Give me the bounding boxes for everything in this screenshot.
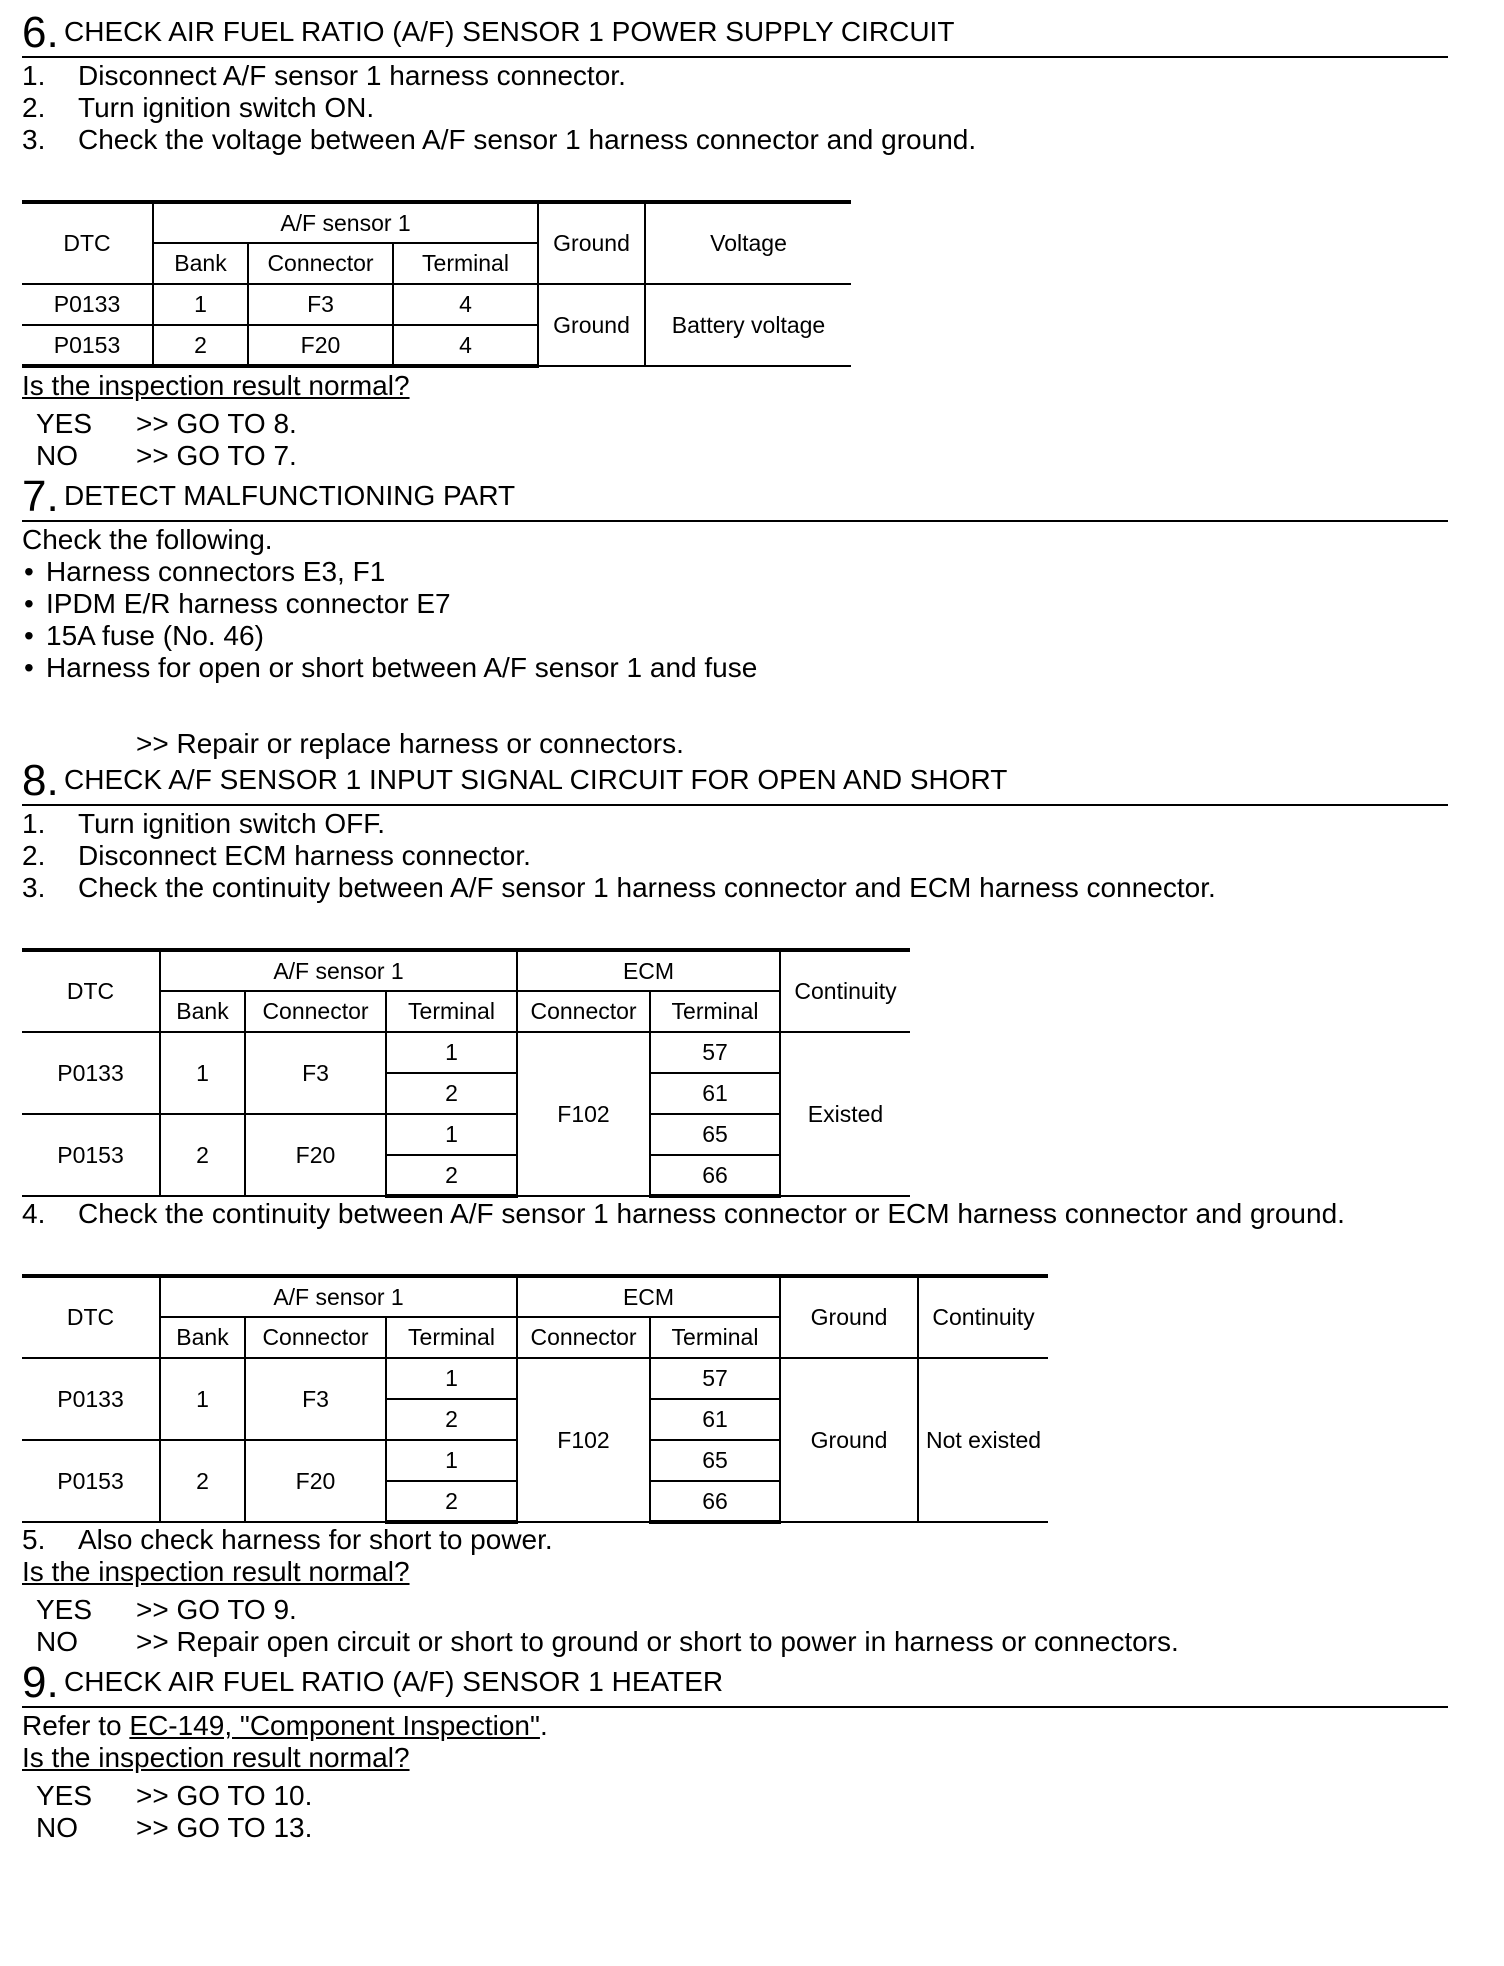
header-continuity: Continuity xyxy=(780,950,910,1032)
step-title: DETECT MALFUNCTIONING PART xyxy=(64,480,516,511)
table-row: 2 61 xyxy=(22,1073,910,1114)
header-bank: Bank xyxy=(153,243,248,284)
header-ecm-terminal: Terminal xyxy=(650,1317,780,1358)
header-sensor: A/F sensor 1 xyxy=(153,202,538,243)
header-connector: Connector xyxy=(245,991,386,1032)
table-row: P0133 1 F3 4 Ground Battery voltage xyxy=(22,284,851,325)
header-bank: Bank xyxy=(160,991,245,1032)
step-7-checklist xyxy=(22,556,1448,684)
header-ecm-terminal: Terminal xyxy=(650,991,780,1032)
header-ecm-connector: Connector xyxy=(517,1317,650,1358)
header-terminal: Terminal xyxy=(386,1317,517,1358)
step-7-intro: Check the following. xyxy=(22,524,273,555)
step-7-action: >> Repair or replace harness or connectors. xyxy=(136,728,684,759)
list-item: 2. Turn ignition switch ON. xyxy=(22,92,375,123)
header-sensor: A/F sensor 1 xyxy=(160,950,517,991)
step-6-header xyxy=(22,0,1448,58)
step-8-item-5 xyxy=(22,1524,1448,1556)
list-item: 2. Disconnect ECM harness connector. xyxy=(22,840,531,871)
list-item: 1. Turn ignition switch OFF. xyxy=(22,808,386,839)
step-title: CHECK AIR FUEL RATIO (A/F) SENSOR 1 HEATER xyxy=(64,1666,724,1697)
header-terminal: Terminal xyxy=(393,243,538,284)
continuity-table-ground xyxy=(22,1274,1048,1524)
answer-yes: YES >> GO TO 9. xyxy=(36,1594,297,1625)
table-row: 2 61 xyxy=(22,1399,1048,1440)
list-item: 4. Check the continuity between A/F sensor 1 harness connector or ECM harness connector and ground. xyxy=(22,1198,1345,1229)
list-item: 3. Check the continuity between A/F sensor 1 harness connector and ECM harness connector. xyxy=(22,872,1216,903)
step-6-instructions xyxy=(22,60,1448,156)
list-item: • Harness connectors E3, F1 xyxy=(22,556,1448,588)
list-item: • IPDM E/R harness connector E7 xyxy=(22,588,1448,620)
step-8-instructions xyxy=(22,808,1448,904)
table-row: P0153 2 F20 1 65 xyxy=(22,1114,910,1155)
header-dtc: DTC xyxy=(22,1276,160,1358)
step-number: 7. xyxy=(22,472,59,521)
table-row: 2 66 xyxy=(22,1155,910,1196)
list-item: • Harness for open or short between A/F sensor 1 and fuse xyxy=(22,652,1448,684)
table-row: P0153 2 F20 4 xyxy=(22,325,851,366)
header-connector: Connector xyxy=(248,243,393,284)
component-inspection-link[interactable]: EC-149, "Component Inspection" xyxy=(129,1710,540,1741)
step-number: 8. xyxy=(22,756,59,805)
answer-no: NO >> Repair open circuit or short to ground or short to power in harness or connectors. xyxy=(36,1626,1179,1657)
answer-yes: YES >> GO TO 8. xyxy=(36,408,297,439)
header-ground: Ground xyxy=(538,202,645,284)
voltage-table xyxy=(22,200,851,368)
step-title: CHECK AIR FUEL RATIO (A/F) SENSOR 1 POWER SUPPLY CIRCUIT xyxy=(64,16,955,47)
header-connector: Connector xyxy=(245,1317,386,1358)
inspection-question: Is the inspection result normal? xyxy=(22,1556,410,1587)
header-continuity: Continuity xyxy=(918,1276,1048,1358)
answer-no: NO >> GO TO 7. xyxy=(36,440,297,471)
answer-yes: YES >> GO TO 10. xyxy=(36,1780,313,1811)
list-item: 1. Disconnect A/F sensor 1 harness connector. xyxy=(22,60,626,91)
table-row: P0133 1 F3 1 F102 57 Existed xyxy=(22,1032,910,1073)
step-number: 9. xyxy=(22,1658,59,1707)
continuity-table-ecm xyxy=(22,948,910,1198)
header-terminal: Terminal xyxy=(386,991,517,1032)
inspection-question: Is the inspection result normal? xyxy=(22,370,410,401)
list-item: 3. Check the voltage between A/F sensor 1 harness connector and ground. xyxy=(22,124,977,155)
header-ground: Ground xyxy=(780,1276,918,1358)
table-row: P0133 1 F3 1 F102 57 Ground Not existed xyxy=(22,1358,1048,1399)
header-dtc: DTC xyxy=(22,950,160,1032)
step-7-header xyxy=(22,466,1448,522)
inspection-question: Is the inspection result normal? xyxy=(22,1742,410,1773)
header-ecm-connector: Connector xyxy=(517,991,650,1032)
list-item: 5. Also check harness for short to power. xyxy=(22,1524,553,1555)
header-bank: Bank xyxy=(160,1317,245,1358)
step-9-reference: Refer to EC-149, "Component Inspection". xyxy=(22,1710,548,1741)
step-9-header xyxy=(22,1652,1448,1708)
header-ecm: ECM xyxy=(517,1276,780,1317)
step-8-item-4 xyxy=(22,1198,1448,1230)
step-8-header xyxy=(22,756,1448,806)
list-item: • 15A fuse (No. 46) xyxy=(22,620,1448,652)
header-voltage: Voltage xyxy=(645,202,851,284)
step-title: CHECK A/F SENSOR 1 INPUT SIGNAL CIRCUIT FOR OPEN AND SHORT xyxy=(64,764,1008,795)
table-row: P0153 2 F20 1 65 xyxy=(22,1440,1048,1481)
header-sensor: A/F sensor 1 xyxy=(160,1276,517,1317)
header-ecm: ECM xyxy=(517,950,780,991)
answer-no: NO >> GO TO 13. xyxy=(36,1812,313,1843)
table-row: 2 66 xyxy=(22,1481,1048,1522)
header-dtc: DTC xyxy=(22,202,153,284)
service-manual-page xyxy=(22,0,1448,1844)
step-number: 6. xyxy=(22,8,59,57)
